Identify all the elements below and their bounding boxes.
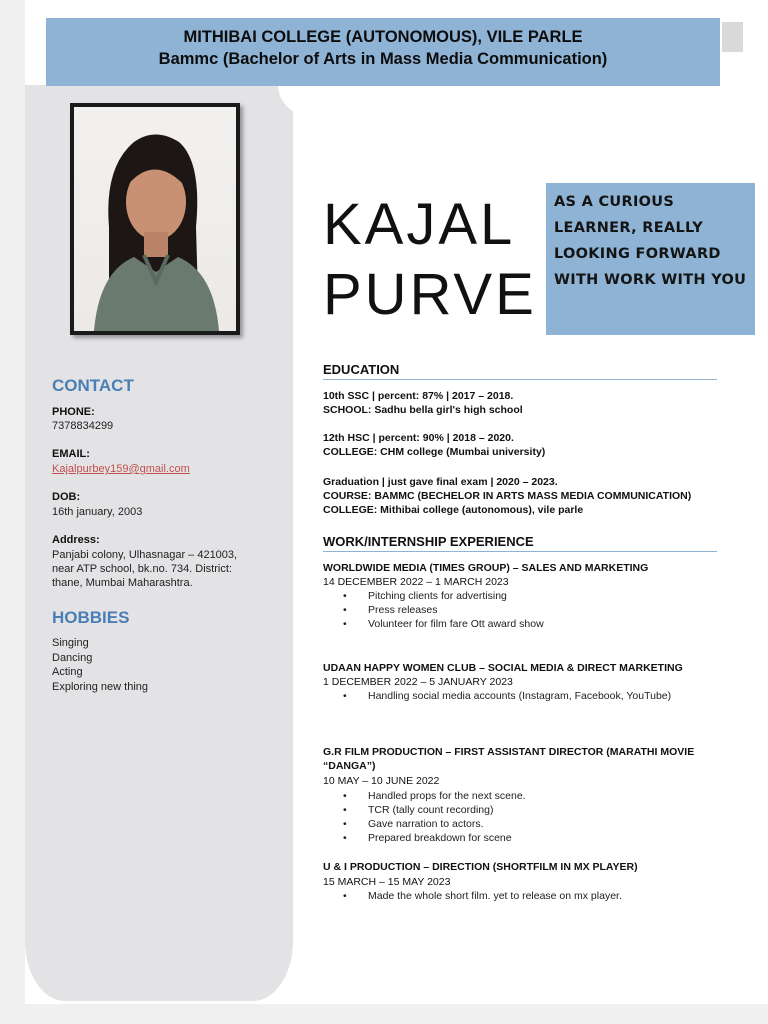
hobby-item: Acting [52, 666, 83, 678]
profile-photo [70, 103, 240, 335]
ssc-line: 10th SSC | percent: 87% | 2017 – 2018. [323, 390, 514, 402]
candidate-name [323, 190, 537, 330]
job-dates: 10 MAY – 10 JUNE 2022 [323, 775, 440, 787]
banner-course: Bammc (Bachelor of Arts in Mass Media Communication) [158, 50, 608, 68]
job-dates: 15 MARCH – 15 MAY 2023 [323, 876, 451, 888]
job-title: WORLDWIDE MEDIA (TIMES GROUP) – SALES AND MARKETING [323, 562, 649, 574]
hobby-item: Singing [52, 637, 89, 649]
job-title: UDAAN HAPPY WOMEN CLUB – SOCIAL MEDIA & DIRECT MARKETING [323, 662, 683, 674]
education-heading: EDUCATION [323, 362, 717, 380]
page-tab [722, 22, 743, 52]
job-dates: 1 DECEMBER 2022 – 5 JANUARY 2023 [323, 676, 513, 688]
job-bullet: • Gave narration to actors. [345, 817, 484, 831]
hobby-item: Dancing [52, 652, 93, 664]
address-label: Address: [52, 534, 100, 546]
job-dates: 14 DECEMBER 2022 – 1 MARCH 2023 [323, 576, 509, 588]
email-link[interactable]: Kajalpurbey159@gmail.com [52, 463, 190, 475]
job-bullet: • Pitching clients for advertising [345, 589, 507, 603]
ssc-school: SCHOOL: Sadhu bella girl's high school [323, 404, 523, 416]
phone-label: PHONE: [52, 406, 95, 418]
job-bullet: • TCR (tally count recording) [345, 803, 493, 817]
job-bullet: • Press releases [345, 603, 437, 617]
last-name: PURVE [323, 262, 537, 327]
email-label: EMAIL: [52, 448, 90, 460]
dob-value: 16th january, 2003 [52, 506, 143, 518]
banner-college: MITHIBAI COLLEGE (AUTONOMOUS), VILE PARLE [183, 28, 583, 46]
college-banner [46, 18, 720, 86]
dob-label: DOB: [52, 491, 81, 503]
address-line-1: Panjabi colony, Ulhasnagar – 421003, [52, 549, 238, 561]
first-name: KAJAL [323, 192, 516, 257]
grad-college: COLLEGE: Mithibai college (autonomous), vile parle [323, 504, 584, 516]
job-bullet: • Handling social media accounts (Instagram, Facebook, YouTube) [345, 689, 675, 703]
hsc-college: COLLEGE: CHM college (Mumbai university) [323, 446, 546, 458]
grad-line: Graduation | just gave final exam | 2020 – 2023. [323, 476, 558, 488]
address-line-3: thane, Mumbai Maharashtra. [52, 577, 193, 589]
job-title-cont: “DANGA”) [323, 760, 376, 772]
phone-value: 7378834299 [52, 420, 114, 432]
address-line-2: near ATP school, bk.no. 734. District: [52, 563, 232, 575]
job-bullet: • Prepared breakdown for scene [345, 831, 512, 845]
job-title: G.R FILM PRODUCTION – FIRST ASSISTANT DIRECTOR (MARATHI MOVIE [323, 746, 695, 758]
hobbies-heading: HOBBIES [52, 608, 130, 627]
contact-heading: CONTACT [52, 376, 134, 395]
experience-heading: WORK/INTERNSHIP EXPERIENCE [323, 534, 717, 552]
job-bullet: • Volunteer for film fare Ott award show [345, 617, 544, 631]
objective-box [546, 183, 755, 335]
job-bullet: • Made the whole short film. yet to release on mx player. [345, 889, 622, 903]
objective-text: AS A CURIOUS LEARNER, REALLY LOOKING FORWARD WITH WORK WITH YOU [554, 194, 747, 288]
hobby-item: Exploring new thing [52, 681, 149, 693]
hsc-line: 12th HSC | percent: 90% | 2018 – 2020. [323, 432, 514, 444]
job-title: U & I PRODUCTION – DIRECTION (SHORTFILM IN MX PLAYER) [323, 861, 638, 873]
job-bullet: • Handled props for the next scene. [345, 789, 526, 803]
grad-course: COURSE: BAMMC (BECHELOR IN ARTS MASS MEDIA COMMUNICATION) [323, 490, 692, 502]
